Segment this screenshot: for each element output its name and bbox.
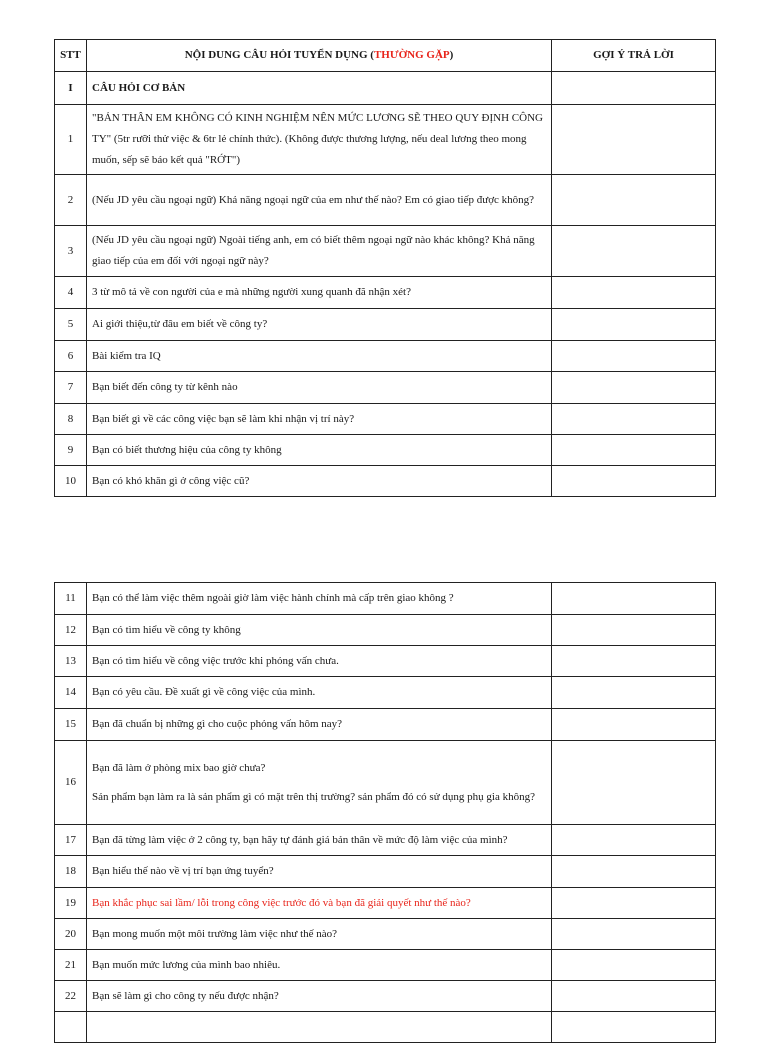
row-number: 18 (55, 856, 87, 888)
row-number (55, 1012, 87, 1043)
table-row (55, 615, 716, 646)
table-row (55, 950, 716, 981)
row-number: 15 (55, 709, 87, 741)
question-table-part-2 (54, 582, 716, 1043)
row-number: 14 (55, 677, 87, 709)
row-question: Bạn có tìm hiểu về công ty không (87, 615, 552, 646)
answer-cell (552, 709, 716, 741)
row-number: 16 (55, 741, 87, 825)
table-row (55, 677, 716, 709)
row-question (87, 741, 552, 825)
table-row (55, 856, 716, 888)
row-number: 8 (55, 404, 87, 435)
answer-cell (552, 981, 716, 1012)
table-row (55, 981, 716, 1012)
row-question: 3 từ mô tả về con người của e mà những người xung quanh đã nhận xét? (87, 277, 552, 309)
row-question: Bạn biết gì về các công việc bạn sẽ làm khi nhận vị trí này? (87, 404, 552, 435)
row-question: Bạn muốn mức lương của mình bao nhiêu. (87, 950, 552, 981)
row-question: Ai giới thiệu,từ đâu em biết về công ty? (87, 309, 552, 341)
answer-cell (552, 1012, 716, 1043)
row-question: Bạn hiểu thế nào về vị trí bạn ứng tuyển? (87, 856, 552, 888)
row-question: Bạn mong muốn một môi trường làm việc như thế nào? (87, 919, 552, 950)
answer-cell (552, 677, 716, 709)
row-number: 6 (55, 341, 87, 372)
row-number: 1 (55, 105, 87, 175)
row-question: Bạn có yêu cầu. Đề xuất gì về công việc của mình. (87, 677, 552, 709)
answer-cell (552, 950, 716, 981)
row-question: (Nếu JD yêu cầu ngoại ngữ) Ngoài tiếng anh, em có biết thêm ngoại ngữ nào khác không? Khả năng giao tiếp của em đối với ngoại ngữ này? (87, 226, 552, 277)
question-table-part-1 (54, 39, 716, 497)
answer-cell (552, 372, 716, 404)
row-question: Bạn có khó khăn gì ở công việc cũ? (87, 466, 552, 497)
row-question-line-1: Bạn đã làm ở phòng mix bao giờ chưa? (92, 761, 266, 774)
table-row (55, 341, 716, 372)
table-row (55, 709, 716, 741)
row-number: 7 (55, 372, 87, 404)
answer-cell (552, 309, 716, 341)
row-number: 11 (55, 583, 87, 615)
answer-cell (552, 919, 716, 950)
row-question: Bạn đã từng làm việc ở 2 công ty, bạn hãy tự đánh giá bản thân về mức độ làm việc của mình? (87, 825, 552, 856)
answer-cell (552, 175, 716, 226)
table-header-row (55, 40, 716, 72)
answer-cell (552, 341, 716, 372)
header-content-highlight: THƯỜNG GẶP (373, 49, 450, 61)
table-row (55, 226, 716, 277)
answer-cell (552, 615, 716, 646)
answer-cell (552, 277, 716, 309)
header-stt: STT (55, 40, 87, 72)
section-number: I (55, 72, 87, 105)
row-number: 5 (55, 309, 87, 341)
table-row (55, 404, 716, 435)
row-number: 10 (55, 466, 87, 497)
row-question: Bài kiểm tra IQ (87, 341, 552, 372)
row-number: 2 (55, 175, 87, 226)
row-number: 9 (55, 435, 87, 466)
row-question: Bạn có thể làm việc thêm ngoài giờ làm việc hành chính mà cấp trên giao không ? (87, 583, 552, 615)
table-row (55, 741, 716, 825)
row-number: 21 (55, 950, 87, 981)
answer-cell (552, 466, 716, 497)
answer-cell (552, 583, 716, 615)
row-number: 22 (55, 981, 87, 1012)
table-row (55, 1012, 716, 1043)
answer-cell (552, 435, 716, 466)
table-row (55, 583, 716, 615)
answer-cell (552, 646, 716, 677)
table-row (55, 277, 716, 309)
answer-cell (552, 888, 716, 919)
table-row (55, 105, 716, 175)
row-number: 12 (55, 615, 87, 646)
row-question-highlighted: Bạn khắc phục sai lầm/ lỗi trong công việc trước đó và bạn đã giải quyết như thế nào? (87, 888, 552, 919)
paragraph-gap (92, 779, 546, 787)
table-row (55, 372, 716, 404)
answer-cell (552, 825, 716, 856)
table-row (55, 888, 716, 919)
row-number: 20 (55, 919, 87, 950)
row-question (87, 1012, 552, 1043)
table-row (55, 175, 716, 226)
header-answer: GỢI Ý TRẢ LỜI (552, 40, 716, 72)
header-content-suffix: ) (449, 49, 454, 61)
row-number: 19 (55, 888, 87, 919)
header-content (87, 40, 552, 72)
row-question: "BẢN THÂN EM KHÔNG CÓ KINH NGHIỆM NÊN MỨC LƯƠNG SẼ THEO QUY ĐỊNH CÔNG TY" (5tr rưỡi thử việc & 6tr lẻ chính thức). (Không được thương lượng, nếu deal lương theo mong muốn, sếp sẽ báo kết quả "RỚT") (87, 105, 552, 175)
row-question: Bạn biết đến công ty từ kênh nào (87, 372, 552, 404)
row-question: Bạn có tìm hiểu về công việc trước khi phỏng vấn chưa. (87, 646, 552, 677)
table-row (55, 919, 716, 950)
header-content-prefix: NỘI DUNG CÂU HỎI TUYỂN DỤNG ( (184, 49, 374, 61)
row-question-line-2: Sản phẩm bạn làm ra là sản phẩm gì có mặt trên thị trường? sản phẩm đó có sử dụng phụ gia không? (92, 790, 535, 803)
row-number: 3 (55, 226, 87, 277)
answer-cell (552, 105, 716, 175)
table-row (55, 309, 716, 341)
row-question: Bạn có biết thương hiệu của công ty không (87, 435, 552, 466)
table-row (55, 435, 716, 466)
table-row (55, 825, 716, 856)
section-title: CÂU HỎI CƠ BẢN (87, 72, 552, 105)
answer-cell (552, 856, 716, 888)
row-question: (Nếu JD yêu cầu ngoại ngữ) Khả năng ngoại ngữ của em như thế nào? Em có giao tiếp được không? (87, 175, 552, 226)
row-question: Bạn sẽ làm gì cho công ty nếu được nhận? (87, 981, 552, 1012)
row-question: Bạn đã chuẩn bị những gì cho cuộc phỏng vấn hôm nay? (87, 709, 552, 741)
row-number: 4 (55, 277, 87, 309)
answer-cell (552, 72, 716, 105)
table-row (55, 466, 716, 497)
section-row (55, 72, 716, 105)
answer-cell (552, 404, 716, 435)
answer-cell (552, 226, 716, 277)
table-row (55, 646, 716, 677)
answer-cell (552, 741, 716, 825)
row-number: 13 (55, 646, 87, 677)
row-number: 17 (55, 825, 87, 856)
